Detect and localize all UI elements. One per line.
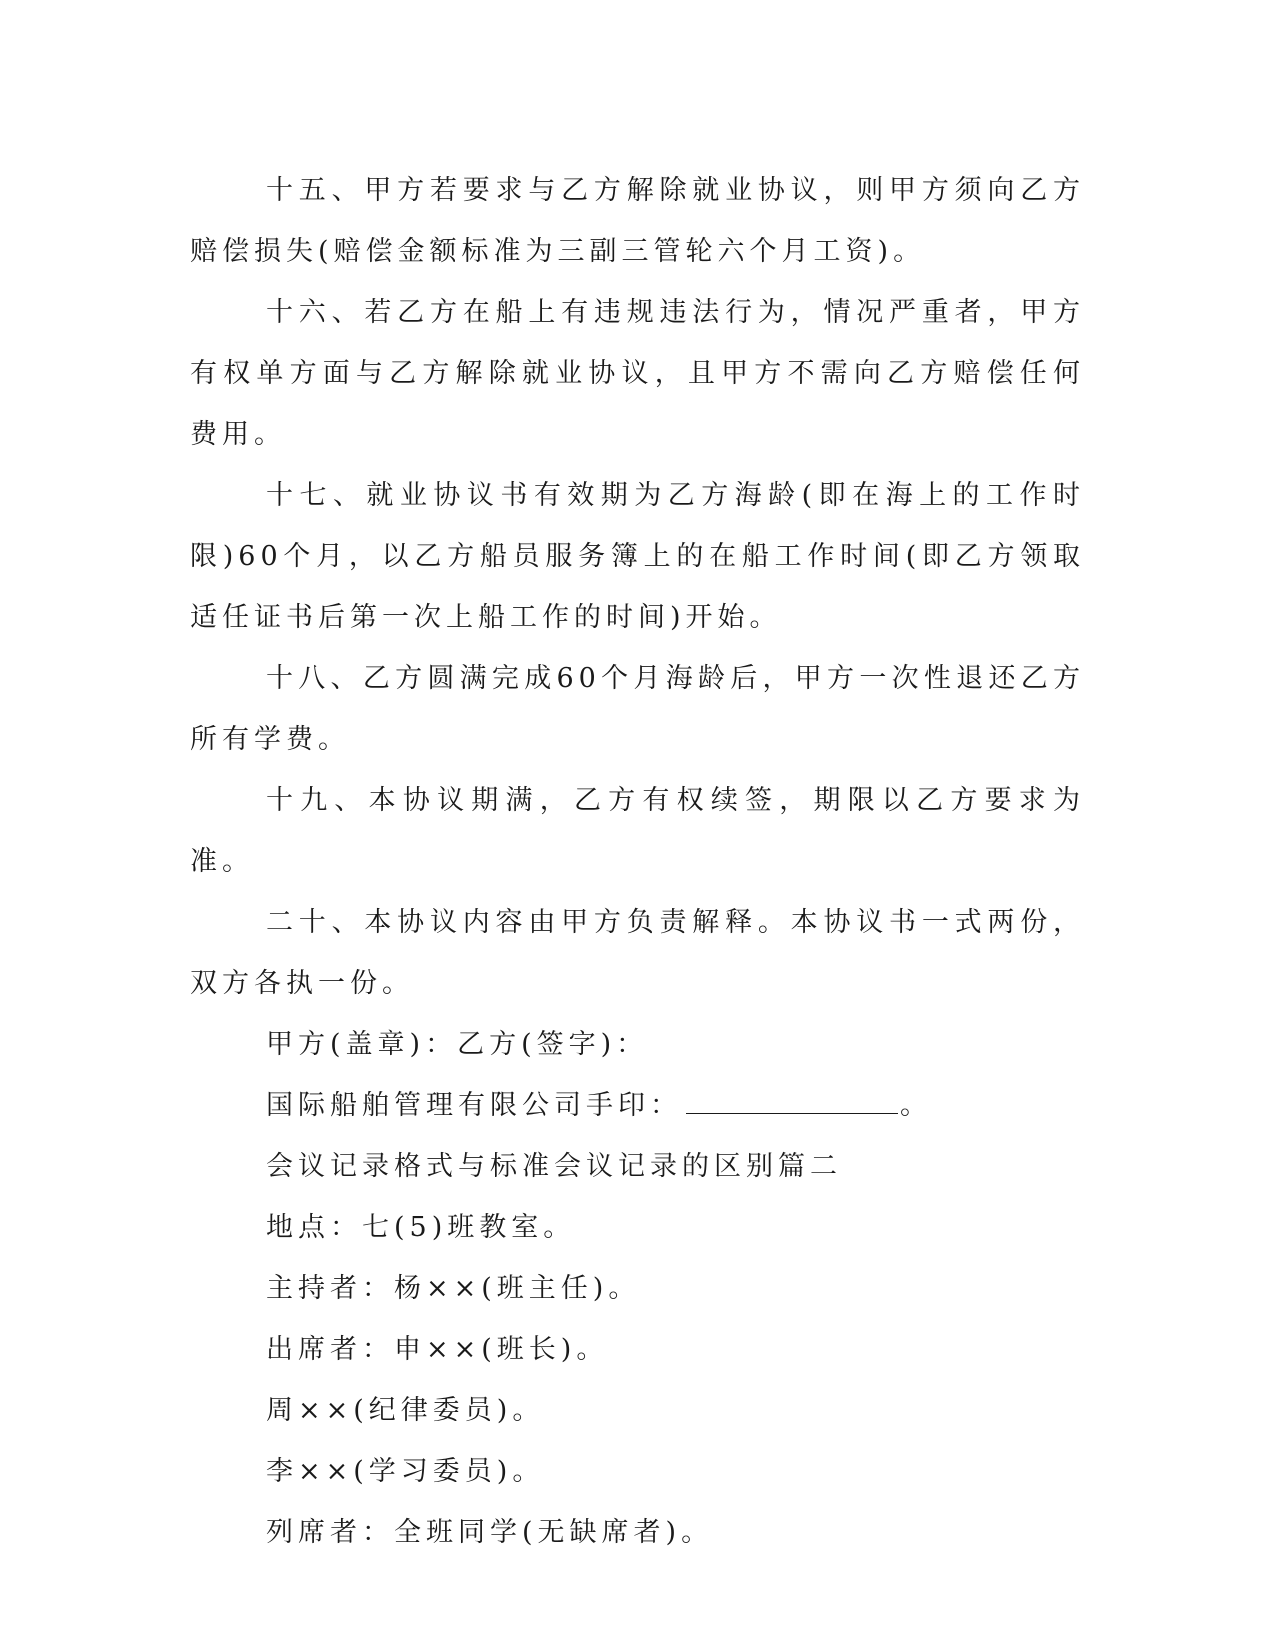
company-handprint-suffix: 。 [900,1090,932,1121]
company-handprint-line [190,1075,1085,1136]
meeting-observers: 列席者：全班同学(无缺席者)。 [266,1517,714,1548]
clause-15: 十五、甲方若要求与乙方解除就业协议，则甲方须向乙方赔偿损失(赔偿金额标准为三副三管轮六个月工资)。 [190,175,1085,267]
clause-17: 十七、就业协议书有效期为乙方海龄(即在海上的工作时限)60个月，以乙方船员服务簿上的在船工作时间(即乙方领取适任证书后第一次上船工作的时间)开始。 [190,480,1085,633]
clause-20: 二十、本协议内容由甲方负责解释。本协议书一式两份，双方各执一份。 [190,907,1085,999]
meeting-attendee-3: 李××(学习委员)。 [266,1456,545,1487]
clause-16: 十六、若乙方在船上有违规违法行为，情况严重者，甲方有权单方面与乙方解除就业协议，且甲方不需向乙方赔偿任何费用。 [190,297,1085,450]
clause-18: 十八、乙方圆满完成60个月海龄后，甲方一次性退还乙方所有学费。 [190,663,1085,755]
section-title: 会议记录格式与标准会议记录的区别篇二 [266,1151,842,1182]
meeting-host: 主持者：杨××(班主任)。 [266,1273,641,1304]
signature-line: 甲方(盖章)：乙方(签字)： [266,1029,649,1060]
company-handprint-label: 国际船舶管理有限公司手印： [266,1090,682,1121]
clause-19: 十九、本协议期满，乙方有权续签，期限以乙方要求为准。 [190,785,1085,877]
handprint-blank [686,1087,898,1114]
meeting-attendee-2: 周××(纪律委员)。 [266,1395,545,1426]
meeting-location: 地点：七(5)班教室。 [266,1212,576,1243]
meeting-attendees: 出席者：申××(班长)。 [266,1334,609,1365]
document-body [190,160,1085,1563]
